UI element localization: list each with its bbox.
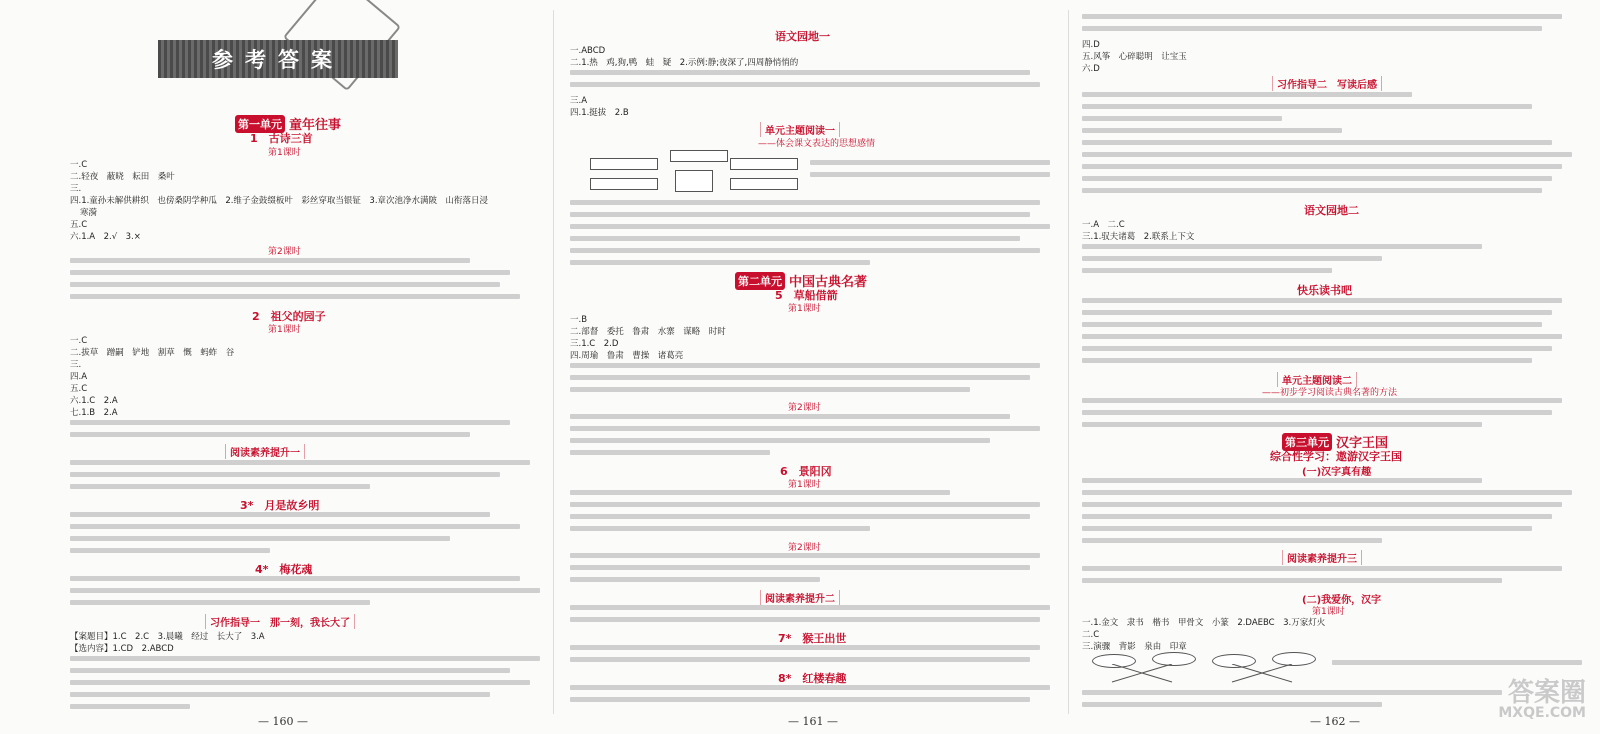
text-line bbox=[70, 600, 370, 605]
page-divider bbox=[1068, 10, 1069, 714]
lesson-title: 1 古诗三首 bbox=[250, 132, 313, 145]
lesson-title: 5 草船借箭 bbox=[775, 289, 838, 302]
section-subtitle: ——初步学习阅读古典名著的方法 bbox=[1262, 388, 1398, 398]
text-line bbox=[1082, 256, 1382, 261]
text-line bbox=[1082, 702, 1382, 707]
study-title: 综合性学习：遨游汉字王国 bbox=[1270, 450, 1402, 463]
text-line bbox=[1332, 660, 1582, 665]
diagram-node bbox=[670, 150, 728, 162]
text-line bbox=[570, 605, 1050, 610]
text-line bbox=[70, 420, 510, 425]
text-line bbox=[1082, 690, 1502, 695]
period-label: 第1课时 bbox=[268, 325, 301, 335]
answer-line: 二.C bbox=[1082, 630, 1100, 640]
period-label: 第1课时 bbox=[1312, 607, 1345, 617]
answer-line: 三. bbox=[70, 360, 82, 370]
watermark-line: MXQE.COM bbox=[1498, 705, 1586, 721]
text-line bbox=[70, 576, 520, 581]
answer-line: 【案题目】1.C 2.C 3.晨曦 经过 长大了 3.A bbox=[70, 632, 265, 642]
answer-key-banner: 参考答案 bbox=[158, 40, 398, 78]
answer-line: 四.1.童孙未解供耕织 也傍桑阴学种瓜 2.维子金鼓缀板叶 彩丝穿取当银钲 3.章次池净水满陂 山衔落日浸 bbox=[70, 196, 489, 206]
section-heading: 阅读素养提升三 bbox=[1282, 550, 1362, 565]
text-line bbox=[570, 617, 1040, 622]
unit-badge: 第三单元 bbox=[1282, 433, 1332, 451]
answer-line: 六.1.A 2.√ 3.× bbox=[70, 232, 141, 242]
text-line bbox=[1082, 176, 1552, 181]
page-160 bbox=[0, 0, 548, 734]
answer-line: 四.周瑜 鲁肃 曹操 诸葛亮 bbox=[570, 351, 684, 361]
answer-line: 三.演骤 背影 泉由 印章 bbox=[1082, 642, 1187, 652]
lesson-title: 6 景阳冈 bbox=[780, 465, 832, 478]
text-line bbox=[1082, 538, 1382, 543]
answer-line: 六.1.C 2.A bbox=[70, 396, 118, 406]
lesson-title: 4* 梅花魂 bbox=[255, 563, 313, 576]
answer-line: 一.A 二.C bbox=[1082, 220, 1125, 230]
text-line bbox=[570, 450, 770, 455]
text-line bbox=[570, 426, 1040, 431]
answer-line: 二.拔草 蹭嗣 铲地 割草 慨 蚂蚱 谷 bbox=[70, 348, 235, 358]
diagram-center-node bbox=[675, 170, 713, 192]
text-line bbox=[570, 565, 1030, 570]
answer-line: 二.1.热 鸡,狗,鸭 蛙 疑 2.示例:静;夜深了,四周静悄悄的 bbox=[570, 58, 799, 68]
answer-line: 一.1.金文 隶书 楷书 甲骨文 小篆 2.DAEBC 3.万家灯火 bbox=[1082, 618, 1326, 628]
period-label: 第1课时 bbox=[268, 148, 301, 158]
text-line bbox=[570, 70, 1030, 75]
unit-badge: 第二单元 bbox=[735, 272, 785, 290]
text-line bbox=[1082, 14, 1562, 19]
text-line bbox=[1082, 358, 1532, 363]
page-number: — 162 — bbox=[1310, 715, 1360, 728]
text-line bbox=[570, 553, 1040, 558]
section-heading: 习作指导二 写读后感 bbox=[1272, 76, 1382, 91]
text-line bbox=[1082, 334, 1562, 339]
text-line bbox=[70, 680, 530, 685]
answer-line: 一.B bbox=[570, 315, 588, 325]
section-title: 语文园地二 bbox=[1304, 204, 1359, 217]
subsection-title: (二)我爱你，汉字 bbox=[1302, 595, 1382, 606]
text-line bbox=[1082, 104, 1532, 109]
text-line bbox=[570, 526, 870, 531]
text-line bbox=[570, 260, 870, 265]
text-line bbox=[70, 512, 490, 517]
text-line bbox=[70, 472, 500, 477]
text-line bbox=[570, 82, 1040, 87]
text-line bbox=[810, 172, 1050, 177]
text-line bbox=[570, 387, 970, 392]
text-line bbox=[1082, 116, 1282, 121]
text-line bbox=[1082, 244, 1482, 249]
answer-line: 一.ABCD bbox=[570, 46, 606, 56]
text-line bbox=[70, 704, 190, 709]
lesson-title: 3* 月是故乡明 bbox=[240, 499, 320, 512]
page-number: — 160 — bbox=[258, 715, 308, 728]
period-label: 第1课时 bbox=[788, 304, 821, 314]
text-line bbox=[570, 414, 1010, 419]
subsection-title: (一)汉字真有趣 bbox=[1302, 467, 1372, 478]
text-line bbox=[1082, 478, 1482, 483]
text-line bbox=[1082, 322, 1542, 327]
unit-title: 中国古典名著 bbox=[789, 275, 868, 290]
answer-line: 六.D bbox=[1082, 64, 1100, 74]
period-label: 第1课时 bbox=[788, 480, 821, 490]
page-162 bbox=[1072, 0, 1600, 734]
text-line bbox=[570, 236, 1020, 241]
section-heading: 阅读素养提升二 bbox=[760, 590, 840, 605]
section-heading: 习作指导一 那一刻，我长大了 bbox=[205, 614, 355, 629]
text-line bbox=[1082, 346, 1552, 351]
answer-line: 四.D bbox=[1082, 40, 1100, 50]
text-line bbox=[70, 692, 490, 697]
text-line bbox=[570, 438, 990, 443]
text-line bbox=[570, 363, 1040, 368]
answer-line: 二.部督 委托 鲁肃 水寨 谋略 时时 bbox=[570, 327, 726, 337]
text-line bbox=[1082, 422, 1482, 427]
watermark-line: 答案圈 bbox=[1507, 678, 1586, 708]
answer-line: 三.A bbox=[570, 96, 588, 106]
answer-line: 四.A bbox=[70, 372, 88, 382]
period-label: 第2课时 bbox=[268, 247, 301, 257]
text-line bbox=[570, 375, 1030, 380]
period-label: 第2课时 bbox=[788, 403, 821, 413]
lesson-title: 8* 红楼春趣 bbox=[778, 672, 847, 685]
text-line bbox=[1082, 526, 1532, 531]
answer-line: 一.C bbox=[70, 336, 88, 346]
text-line bbox=[70, 656, 540, 661]
text-line bbox=[70, 432, 470, 437]
answer-line: 五.C bbox=[70, 220, 88, 230]
text-line bbox=[70, 668, 510, 673]
text-line bbox=[70, 282, 500, 287]
answer-line: 三. bbox=[70, 184, 82, 194]
text-line bbox=[570, 212, 1030, 217]
answer-line: 七.1.B 2.A bbox=[70, 408, 118, 418]
text-line bbox=[810, 160, 1050, 165]
text-line bbox=[570, 657, 1030, 662]
answer-line: 五.风筝 心碎聪明 让宝玉 bbox=[1082, 52, 1187, 62]
text-line bbox=[570, 577, 820, 582]
unit-title: 童年往事 bbox=[289, 118, 342, 133]
section-heading: 单元主题阅读二 bbox=[1277, 372, 1357, 387]
answer-line: 一.C bbox=[70, 160, 88, 170]
section-title: 语文园地一 bbox=[775, 30, 830, 43]
text-line bbox=[570, 514, 1030, 519]
text-line bbox=[1082, 92, 1412, 97]
diagram-node bbox=[730, 158, 798, 170]
text-line bbox=[1082, 514, 1552, 519]
text-line bbox=[1082, 140, 1552, 145]
text-line bbox=[1082, 490, 1572, 495]
text-line bbox=[1082, 188, 1542, 193]
text-line bbox=[570, 200, 1040, 205]
answer-line: 四.1.挺拔 2.B bbox=[570, 108, 629, 118]
text-line bbox=[1082, 566, 1562, 571]
answer-line: 寒漪 bbox=[80, 208, 98, 218]
diagram-node bbox=[730, 178, 798, 190]
text-line bbox=[570, 685, 1050, 690]
section-subtitle: ——体会课文表达的思想感情 bbox=[758, 139, 876, 149]
text-line bbox=[70, 270, 510, 275]
text-line bbox=[570, 697, 1030, 702]
text-line bbox=[1082, 164, 1562, 169]
section-title: 快乐读书吧 bbox=[1297, 284, 1352, 297]
text-line bbox=[1082, 26, 1542, 31]
text-line bbox=[1082, 298, 1562, 303]
page-divider bbox=[553, 10, 554, 714]
answer-line: 三.1.C 2.D bbox=[570, 339, 619, 349]
answer-line: 【选内容】1.CD 2.ABCD bbox=[70, 644, 174, 654]
text-line bbox=[1082, 310, 1552, 315]
text-line bbox=[70, 460, 530, 465]
unit-badge: 第一单元 bbox=[235, 115, 285, 133]
answer-line: 五.C bbox=[70, 384, 88, 394]
text-line bbox=[1082, 502, 1562, 507]
text-line bbox=[1082, 410, 1552, 415]
text-line bbox=[1082, 398, 1562, 403]
text-line bbox=[70, 524, 520, 529]
section-heading: 阅读素养提升一 bbox=[225, 444, 305, 459]
text-line bbox=[70, 258, 470, 263]
text-line bbox=[1082, 128, 1342, 133]
text-line bbox=[570, 502, 1040, 507]
text-line bbox=[70, 484, 370, 489]
text-line bbox=[70, 548, 270, 553]
diagram-connectors bbox=[1082, 664, 1322, 684]
text-line bbox=[70, 588, 540, 593]
text-line bbox=[1082, 268, 1332, 273]
diagram-node bbox=[590, 158, 658, 170]
text-line bbox=[570, 490, 950, 495]
lesson-title: 2 祖父的园子 bbox=[252, 310, 326, 323]
unit-title: 汉字王国 bbox=[1336, 436, 1389, 451]
text-line bbox=[70, 536, 450, 541]
period-label: 第2课时 bbox=[788, 543, 821, 553]
watermark bbox=[1498, 680, 1586, 720]
answer-line: 二.轻夜 蔽晓 耘田 桑叶 bbox=[70, 172, 175, 182]
page-number: — 161 — bbox=[788, 715, 838, 728]
diagram-node bbox=[590, 178, 658, 190]
section-heading: 单元主题阅读一 bbox=[760, 122, 840, 137]
text-line bbox=[1082, 578, 1502, 583]
answer-line: 三.1.驭夫诸葛 2.联系上下文 bbox=[1082, 232, 1195, 242]
text-line bbox=[570, 224, 1050, 229]
page-161 bbox=[560, 0, 1065, 734]
text-line bbox=[1082, 152, 1572, 157]
text-line bbox=[70, 294, 520, 299]
text-line bbox=[570, 248, 1040, 253]
text-line bbox=[570, 645, 1040, 650]
lesson-title: 7* 猴王出世 bbox=[778, 632, 847, 645]
